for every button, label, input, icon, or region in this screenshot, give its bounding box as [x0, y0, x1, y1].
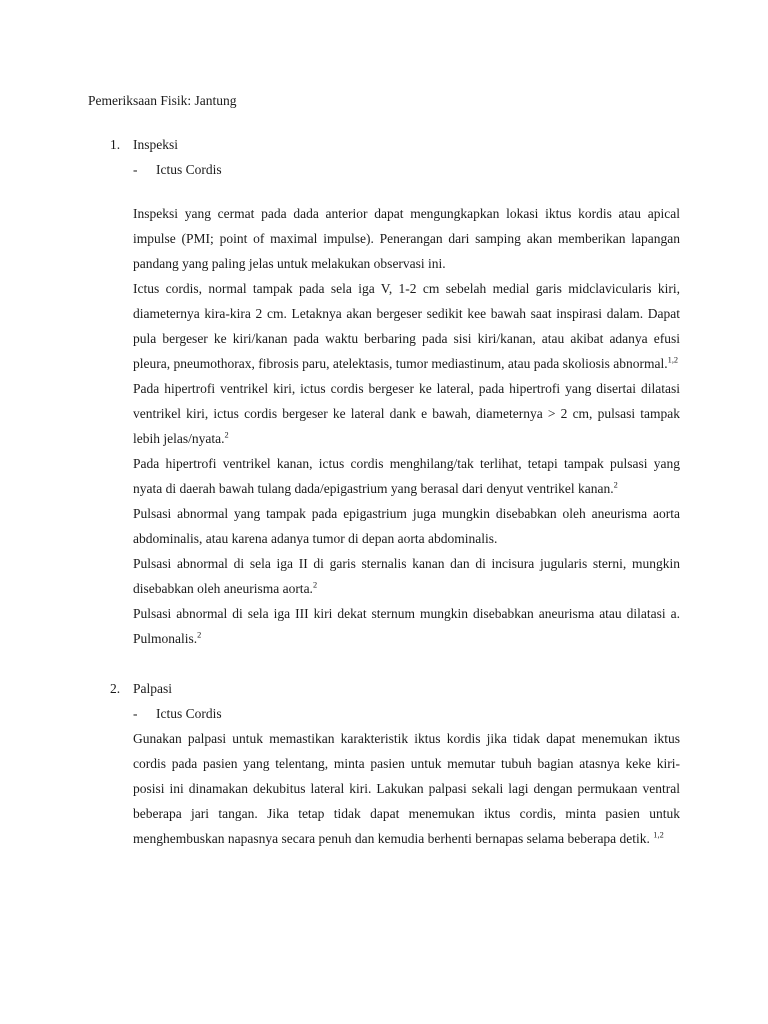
citation-marker: 2: [197, 630, 202, 640]
paragraph: [133, 376, 680, 451]
bullet-dash-marker: -: [133, 162, 138, 177]
citation-marker: 1,2: [667, 355, 679, 365]
section-bullet: [88, 701, 680, 726]
section-heading: [88, 676, 680, 701]
spacer: [88, 651, 680, 676]
paragraph-text: Gunakan palpasi untuk memastikan karakteristik iktus kordis jika tidak dapat menemukan iktus cordis pada pasien yang telentang, minta pasien untuk memutar tubuh bagian atasnya keke kiri-posisi ini dinamakan dekubitus lateral kiri. Lakukan palpasi sekali lagi dengan permukaan ventral beberapa jari tangan. Jika tetap tidak dapat menemukan iktus cordis, minta pasien untuk menghembuskan napasnya secara penuh dan kemudia berhenti bernapas selama beberapa detik.: [133, 731, 680, 846]
bullet-label: Ictus Cordis: [156, 162, 222, 177]
section-body: [88, 726, 680, 851]
section-bullet: [88, 157, 680, 182]
document-content: [88, 88, 680, 851]
section-heading-label: Palpasi: [133, 681, 172, 696]
page-title: Pemeriksaan Fisik: Jantung: [88, 93, 237, 108]
citation-marker: 2: [224, 430, 229, 440]
citation-marker: 1,2: [653, 830, 664, 840]
bullet-dash-marker: -: [133, 706, 138, 721]
bullet-label: Ictus Cordis: [156, 706, 222, 721]
paragraph: [133, 501, 680, 551]
section-heading: [88, 132, 680, 157]
paragraph-text: Pulsasi abnormal yang tampak pada epigastrium juga mungkin disebabkan oleh aneurisma aorta abdominalis, atau karena adanya tumor di depan aorta abdominalis.: [133, 506, 680, 546]
paragraph: [133, 451, 680, 501]
paragraph-text: Pada hipertrofi ventrikel kiri, ictus cordis bergeser ke lateral, pada hipertrofi yang disertai dilatasi ventrikel kiri, ictus cordis bergeser ke lateral dank e bawah, diameternya > 2 cm, pulsasi tampak lebih jelas/nyata.: [133, 381, 680, 446]
document-section-palpasi: [88, 676, 680, 851]
paragraph: [133, 201, 680, 276]
paragraph-text: Inspeksi yang cermat pada dada anterior dapat mengungkapkan lokasi iktus kordis atau apical impulse (PMI; point of maximal impulse). Penerangan dari samping akan memberikan lapangan pandang yang paling jelas untuk melakukan observasi ini.: [133, 206, 680, 271]
document-section-inspeksi: [88, 132, 680, 651]
paragraph: [133, 276, 680, 376]
paragraph-text: Pada hipertrofi ventrikel kanan, ictus cordis menghilang/tak terlihat, tetapi tampak pulsasi yang nyata di daerah bawah tulang dada/epigastrium yang berasal dari denyut ventrikel kanan.: [133, 456, 680, 496]
spacer: [88, 182, 680, 201]
citation-marker: 2: [613, 480, 618, 490]
paragraph: [133, 551, 680, 601]
paragraph: [133, 601, 680, 651]
paragraph-text: Ictus cordis, normal tampak pada sela iga V, 1-2 cm sebelah medial garis midclavicularis kiri, diameternya kira-kira 2 cm. Letaknya akan bergeser sedikit kee bawah saat inspirasi dalam. Dapat pula bergeser ke kiri/kanan pada waktu berbaring pada sisi kiri/kanan, atau akibat adanya efusi pleura, pneumothorax, fibrosis paru, atelektasis, tumor mediastinum, atau pada skoliosis abnormal.: [133, 281, 680, 371]
citation-marker: 2: [312, 580, 318, 590]
paragraph-text: Pulsasi abnormal di sela iga II di garis sternalis kanan dan di incisura jugularis sterni, mungkin disebabkan oleh aneurisma aorta.: [133, 556, 680, 596]
section-body: [88, 201, 680, 651]
section-number: 1.: [110, 137, 121, 152]
paragraph: [133, 726, 680, 851]
section-heading-label: Inspeksi: [133, 137, 178, 152]
paragraph-text: Pulsasi abnormal di sela iga III kiri dekat sternum mungkin disebabkan aneurisma atau dilatasi a. Pulmonalis.: [133, 606, 680, 646]
section-number: 2.: [110, 681, 121, 696]
